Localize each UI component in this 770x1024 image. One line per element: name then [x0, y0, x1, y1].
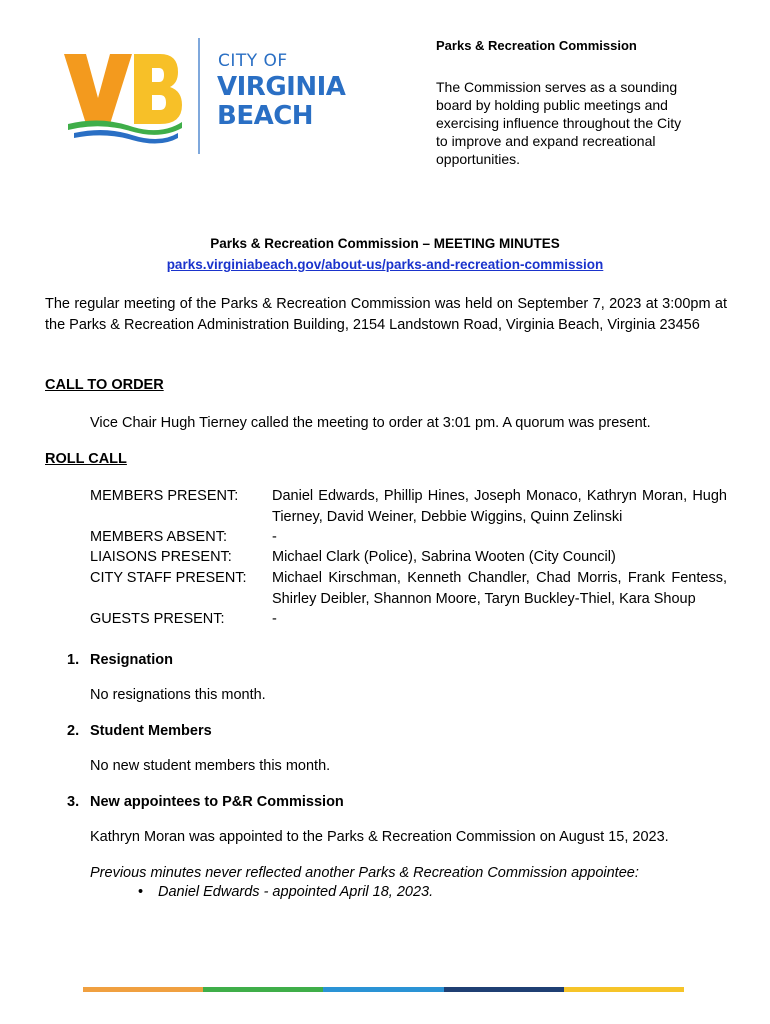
- item-number: 1.: [67, 652, 80, 668]
- page-title: Parks & Recreation Commission – MEETING MINUTES: [210, 236, 560, 251]
- logo-beach: BEACH: [217, 101, 314, 131]
- item-number: 2.: [67, 723, 80, 739]
- list-item: [138, 884, 433, 900]
- roll-value-members-absent: -: [272, 529, 277, 545]
- wave-icon: [68, 120, 182, 143]
- footer-bar-segment: [444, 987, 564, 992]
- footer-bar-segment: [83, 987, 203, 992]
- item-student-members-text: No new student members this month.: [90, 758, 331, 774]
- roll-label-city-staff-present: CITY STAFF PRESENT:: [90, 570, 247, 586]
- item-new-appointees-text: Kathryn Moran was appointed to the Parks & Recreation Commission on August 15, 2023.: [90, 829, 669, 845]
- commission-link[interactable]: parks.virginiabeach.gov/about-us/parks-and-recreation-commission: [166, 257, 604, 272]
- bullet-icon: •: [138, 884, 144, 900]
- item-title: Resignation: [90, 652, 173, 668]
- roll-call-heading: ROLL CALL: [45, 451, 127, 467]
- roll-label-members-absent: MEMBERS ABSENT:: [90, 529, 227, 545]
- logo-city-of: CITY OF: [218, 51, 288, 71]
- commission-description: The Commission serves as a sounding board by holding public meetings and exercising influence throughout the City to improve and expand recreational opportunities.: [436, 79, 682, 167]
- item-new-appointees-title: [67, 794, 344, 810]
- intro-paragraph: The regular meeting of the Parks & Recreation Commission was held on September 7, 2023 at 3:00pm at the Parks & Recreation Administration Building, 2154 Landstown Road, Virginia Beach, Virginia 23456: [45, 296, 727, 333]
- footer-bar-segment: [323, 987, 443, 992]
- call-to-order-text: Vice Chair Hugh Tierney called the meeting to order at 3:01 pm. A quorum was present.: [90, 415, 651, 431]
- previous-minutes-note: Previous minutes never reflected another Parks & Recreation Commission appointee:: [90, 865, 639, 881]
- logo-virginia: VIRGINIA: [217, 72, 346, 102]
- footer-bar-segment: [564, 987, 684, 992]
- footer-bar-segment: [203, 987, 323, 992]
- item-number: 3.: [67, 794, 80, 810]
- item-title: Student Members: [90, 723, 212, 739]
- roll-value-members-present: Daniel Edwards, Phillip Hines, Joseph Monaco, Kathryn Moran, Hugh Tierney, David Weiner, Debbie Wiggins, Quinn Zelinski: [272, 488, 727, 525]
- item-resignation-text: No resignations this month.: [90, 687, 266, 703]
- item-title: New appointees to P&R Commission: [90, 794, 344, 810]
- item-student-members-title: [67, 723, 212, 739]
- roll-value-guests-present: -: [272, 611, 277, 627]
- footer-color-bar: [83, 987, 684, 992]
- list-item-text: Daniel Edwards - appointed April 18, 2023.: [158, 884, 434, 900]
- vb-monogram: [64, 54, 182, 124]
- roll-label-members-present: MEMBERS PRESENT:: [90, 488, 239, 504]
- item-resignation-title: [67, 652, 173, 668]
- commission-title: Parks & Recreation Commission: [436, 38, 637, 53]
- call-to-order-heading: CALL TO ORDER: [45, 377, 164, 393]
- roll-label-liaisons-present: LIAISONS PRESENT:: [90, 549, 232, 565]
- roll-value-city-staff-present: Michael Kirschman, Kenneth Chandler, Chad Morris, Frank Fentess, Shirley Deibler, Shannon Moore, Taryn Buckley-Thiel, Kara Shoup: [272, 570, 727, 607]
- roll-value-liaisons-present: Michael Clark (Police), Sabrina Wooten (City Council): [272, 549, 616, 565]
- roll-label-guests-present: GUESTS PRESENT:: [90, 611, 225, 627]
